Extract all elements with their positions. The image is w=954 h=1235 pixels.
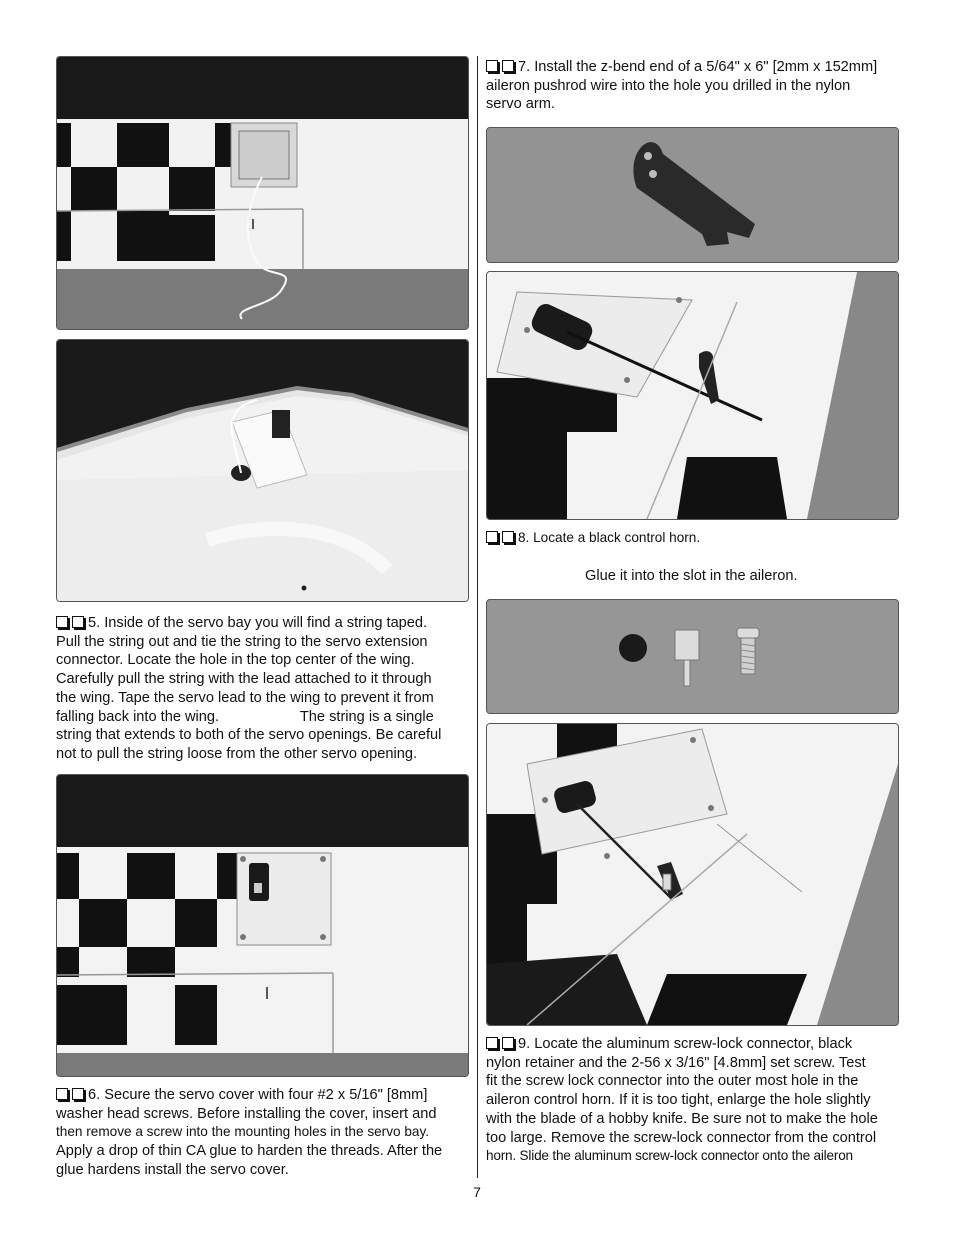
photo-servo-bay-string-image — [57, 57, 468, 329]
step-8-line-1 — [486, 529, 897, 548]
photo-screw-lock-hardware-image — [487, 600, 898, 713]
photo-servo-lead-taped-image — [57, 340, 468, 601]
step-5-text: 5. Inside of the servo bay you will find a string taped. — [88, 615, 428, 631]
step-7-line-1 — [486, 58, 897, 77]
column-divider — [477, 56, 478, 1178]
step-9-text: 9. Locate the aluminum screw-lock connector, black — [518, 1036, 853, 1052]
photo-pushrod-installed-image — [487, 272, 898, 519]
step-5-line-5: the wing. Tape the servo lead to the wing to prevent it from — [56, 689, 434, 706]
checkbox-icon[interactable] — [56, 1088, 68, 1100]
photo-servo-cover-installed-image — [57, 775, 468, 1076]
checkbox-icon[interactable] — [502, 60, 514, 72]
step-9-line-1 — [486, 1035, 897, 1054]
step-6-text: 6. Secure the servo cover with four #2 x 5/16" [8mm] — [88, 1087, 428, 1103]
checkbox-icon[interactable] — [502, 531, 514, 543]
step-6-line-3: then remove a screw into the mounting holes in the servo bay. — [56, 1124, 430, 1140]
step-5-line-8: not to pull the string loose from the other servo opening. — [56, 745, 418, 762]
checkbox-icon[interactable] — [502, 1037, 514, 1049]
step-7-line-2: aileron pushrod wire into the hole you drilled in the nylon — [486, 77, 851, 94]
step-9-line-4: aileron control horn. If it is too tight, enlarge the hole slightly — [486, 1092, 871, 1109]
step-8-line-2: Glue it into the slot in the aileron. — [585, 567, 798, 584]
step-7-text: 7. Install the z-bend end of a 5/64" x 6" [2mm x 152mm] — [518, 59, 878, 75]
step-9-line-6: too large. Remove the screw-lock connector from the control — [486, 1129, 877, 1146]
step-6-line-5: glue hardens install the servo cover. — [56, 1161, 289, 1178]
step-5-instructions — [56, 614, 468, 764]
checkbox-icon[interactable] — [56, 616, 68, 628]
page-number: 7 — [473, 1184, 481, 1200]
photo-servo-arm-image — [487, 128, 898, 262]
step-9-line-7: horn. Slide the aluminum screw-lock connector onto the aileron — [486, 1148, 853, 1164]
photo-connector-on-horn-image — [487, 724, 898, 1025]
step-7-instructions — [486, 58, 897, 114]
checkbox-icon[interactable] — [486, 531, 498, 543]
photo-servo-lead-taped — [56, 339, 469, 602]
step-8-text: 8. Locate a black control horn. — [518, 530, 701, 545]
photo-servo-arm — [486, 127, 899, 263]
photo-pushrod-installed — [486, 271, 899, 520]
step-5-line-7: string that extends to both of the servo openings. Be careful — [56, 727, 442, 744]
step-5-line-6: falling back into the wing. The string is a single — [56, 708, 434, 725]
step-5-line-1 — [56, 614, 468, 633]
photo-servo-bay-string — [56, 56, 469, 330]
photo-connector-on-horn — [486, 723, 899, 1026]
checkbox-icon[interactable] — [486, 60, 498, 72]
step-6-instructions — [56, 1086, 468, 1180]
step-5-line-4: Carefully pull the string with the lead attached to it through — [56, 671, 432, 688]
step-9-line-3: fit the screw lock connector into the outer most hole in the — [486, 1073, 859, 1090]
checkbox-icon[interactable] — [72, 616, 84, 628]
photo-screw-lock-hardware — [486, 599, 899, 714]
step-6-line-2: washer head screws. Before installing the cover, insert and — [56, 1105, 437, 1122]
step-9-line-2: nylon retainer and the 2-56 x 3/16" [4.8mm] set screw. Test — [486, 1054, 866, 1071]
step-9-instructions — [486, 1035, 897, 1166]
step-8-instructions — [486, 529, 897, 585]
step-5-line-3: connector. Locate the hole in the top center of the wing. — [56, 652, 415, 669]
step-6-line-1 — [56, 1086, 468, 1105]
checkbox-icon[interactable] — [72, 1088, 84, 1100]
checkbox-icon[interactable] — [486, 1037, 498, 1049]
step-7-line-3: servo arm. — [486, 96, 555, 113]
step-5-line-2: Pull the string out and tie the string to the servo extension — [56, 633, 428, 650]
photo-servo-cover-installed — [56, 774, 469, 1077]
step-6-line-4: Apply a drop of thin CA glue to harden the threads. After the — [56, 1143, 443, 1160]
step-9-line-5: with the blade of a hobby knife. Be sure not to make the hole — [486, 1110, 878, 1127]
